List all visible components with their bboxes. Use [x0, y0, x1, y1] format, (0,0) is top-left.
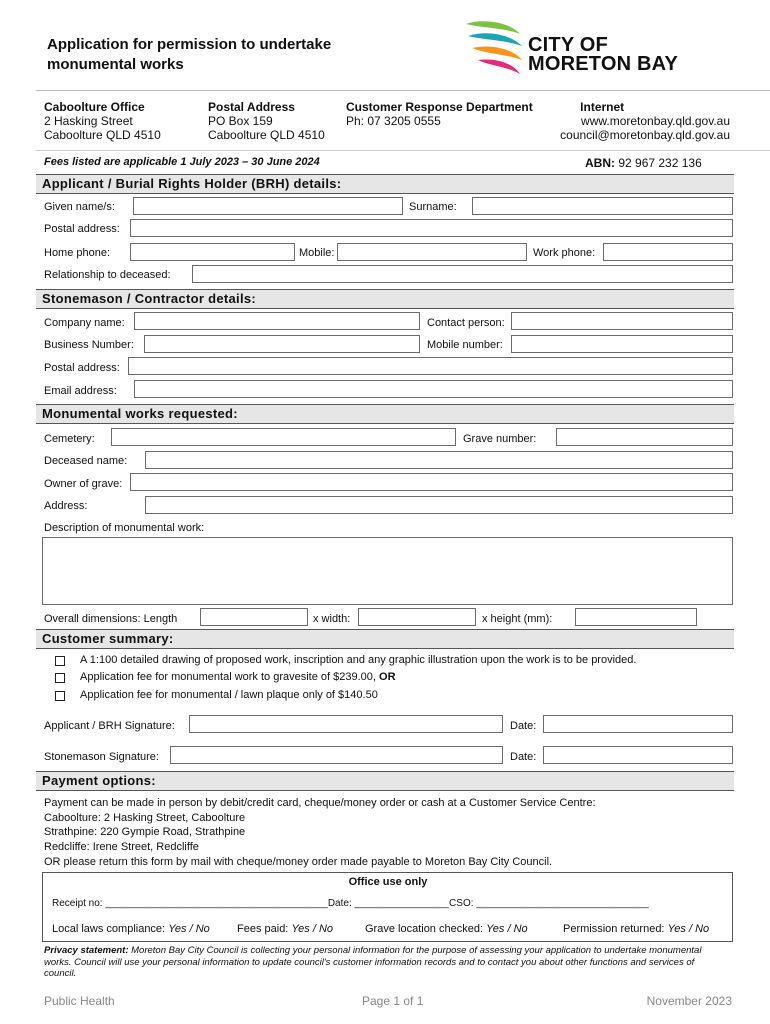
gravesite-fee-text: Application fee for monumental work to gravesite of $239.00, OR: [80, 671, 396, 683]
company-name-label: Company name:: [44, 317, 125, 329]
postal-address-label: Postal address:: [44, 223, 120, 235]
email-address-input[interactable]: [134, 380, 733, 398]
owner-of-grave-label: Owner of grave:: [44, 478, 123, 490]
abn: ABN: 92 967 232 136: [585, 156, 702, 170]
payment-text: Payment can be made in person by debit/credit card, cheque/money order or cash at a Customer Service Centre: Caboolture: 2 Hasking Street, Caboolture Strathpine: 220 Gympie Road, Strathpine Redcliffe: Irene Street, Redcliffe OR please return this form by mail with cheque/money order made payable to Moreton Bay City Council.: [44, 797, 596, 868]
permission-returned: Permission returned: Yes / No: [563, 923, 710, 935]
stonemason-signature-input[interactable]: [170, 746, 503, 764]
email-link[interactable]: council@moretonbay.qld.gov.au: [560, 128, 730, 142]
internet-block: Internet www.moretonbay.qld.gov.au council@moretonbay.qld.gov.au: [560, 100, 730, 142]
surname-label: Surname:: [409, 201, 457, 213]
grave-number-label: Grave number:: [463, 433, 537, 445]
deceased-name-label: Deceased name:: [44, 455, 128, 467]
deceased-name-input[interactable]: [145, 451, 733, 469]
width-input[interactable]: [358, 608, 476, 626]
cemetery-input[interactable]: [111, 428, 456, 446]
footer-left: Public Health: [44, 994, 115, 1008]
contact-person-label: Contact person:: [427, 317, 505, 329]
relationship-input[interactable]: [192, 265, 733, 283]
drawing-checkbox[interactable]: [55, 656, 65, 666]
width-label: x width:: [313, 613, 351, 625]
section-stonemason: Stonemason / Contractor details:: [36, 289, 734, 309]
owner-of-grave-input[interactable]: [130, 473, 733, 491]
stonemason-mobile-label: Mobile number:: [427, 339, 503, 351]
stonemason-postal-input[interactable]: [128, 357, 733, 375]
height-label: x height (mm):: [482, 613, 553, 625]
postal-address-block: Postal Address PO Box 159 Caboolture QLD 4510: [208, 100, 325, 142]
description-label: Description of monumental work:: [44, 522, 205, 534]
privacy-statement: Privacy statement: Moreton Bay City Council is collecting your personal information for the purpose of assessing your application to undertake monumental works. Council will use your personal information to update council's customer information records and to contact you about other functions and services of council.: [44, 945, 702, 979]
given-name-label: Given name/s:: [44, 201, 115, 213]
stonemason-mobile-input[interactable]: [511, 335, 733, 353]
office-use-heading: Office use only: [348, 876, 428, 888]
plaque-fee-text: Application fee for monumental / lawn plaque only of $140.50: [80, 689, 378, 701]
applicant-signature-input[interactable]: [189, 715, 503, 733]
given-name-input[interactable]: [133, 197, 403, 215]
company-name-input[interactable]: [134, 312, 420, 330]
fees-paid: Fees paid: Yes / No: [237, 923, 334, 935]
description-textarea[interactable]: [42, 537, 733, 605]
email-address-label: Email address:: [44, 385, 117, 397]
caboolture-office-block: Caboolture Office 2 Hasking Street Caboolture QLD 4510: [44, 100, 161, 142]
mobile-label: Mobile:: [299, 247, 335, 259]
works-address-label: Address:: [44, 500, 88, 512]
work-phone-label: Work phone:: [533, 247, 596, 259]
fees-note: Fees listed are applicable 1 July 2023 – 30 June 2024: [44, 156, 320, 168]
length-input[interactable]: [200, 608, 308, 626]
customer-response-block: Customer Response Department Ph: 07 3205 0555: [346, 100, 533, 128]
receipt-line: Receipt no: ________________________________________Date: _________________CSO: _______________________________: [52, 898, 649, 909]
applicant-date-input[interactable]: [543, 715, 733, 733]
section-works: Monumental works requested:: [36, 404, 734, 424]
mobile-input[interactable]: [337, 243, 527, 261]
business-number-input[interactable]: [144, 335, 420, 353]
stonemason-signature-label: Stonemason Signature:: [44, 751, 159, 763]
section-payment: Payment options:: [36, 771, 734, 791]
gravesite-fee-checkbox[interactable]: [55, 673, 65, 683]
works-address-input[interactable]: [145, 496, 733, 514]
logo-wordmark: CITY OF MORETON BAY: [528, 34, 679, 75]
home-phone-label: Home phone:: [44, 247, 111, 259]
relationship-label: Relationship to deceased:: [44, 269, 171, 281]
footer-date: November 2023: [646, 994, 732, 1008]
stonemason-date-label: Date:: [510, 751, 537, 763]
header-divider: [36, 90, 770, 91]
section-applicant: Applicant / Burial Rights Holder (BRH) details:: [36, 174, 734, 194]
grave-number-input[interactable]: [556, 428, 733, 446]
website-link[interactable]: www.moretonbay.qld.gov.au: [581, 114, 730, 128]
page-title: Application for permission to undertake monumental works: [47, 36, 332, 73]
header-divider-2: [36, 150, 770, 151]
length-label: Overall dimensions: Length: [44, 613, 178, 625]
applicant-date-label: Date:: [510, 720, 537, 732]
local-laws: Local laws compliance: Yes / No: [52, 923, 210, 935]
postal-address-input[interactable]: [130, 219, 733, 237]
stonemason-postal-label: Postal address:: [44, 362, 120, 374]
applicant-signature-label: Applicant / BRH Signature:: [44, 720, 175, 732]
grave-location: Grave location checked: Yes / No: [365, 923, 528, 935]
plaque-fee-checkbox[interactable]: [55, 691, 65, 701]
contact-person-input[interactable]: [511, 312, 733, 330]
stonemason-date-input[interactable]: [543, 746, 733, 764]
height-input[interactable]: [575, 608, 697, 626]
surname-input[interactable]: [472, 197, 733, 215]
section-summary: Customer summary:: [36, 629, 734, 649]
home-phone-input[interactable]: [130, 243, 295, 261]
footer-page: Page 1 of 1: [362, 994, 424, 1008]
drawing-text: A 1:100 detailed drawing of proposed work, inscription and any graphic illustration upon the work is to be provided.: [80, 654, 637, 666]
work-phone-input[interactable]: [603, 243, 733, 261]
business-number-label: Business Number:: [44, 339, 134, 351]
cemetery-label: Cemetery:: [44, 433, 95, 445]
